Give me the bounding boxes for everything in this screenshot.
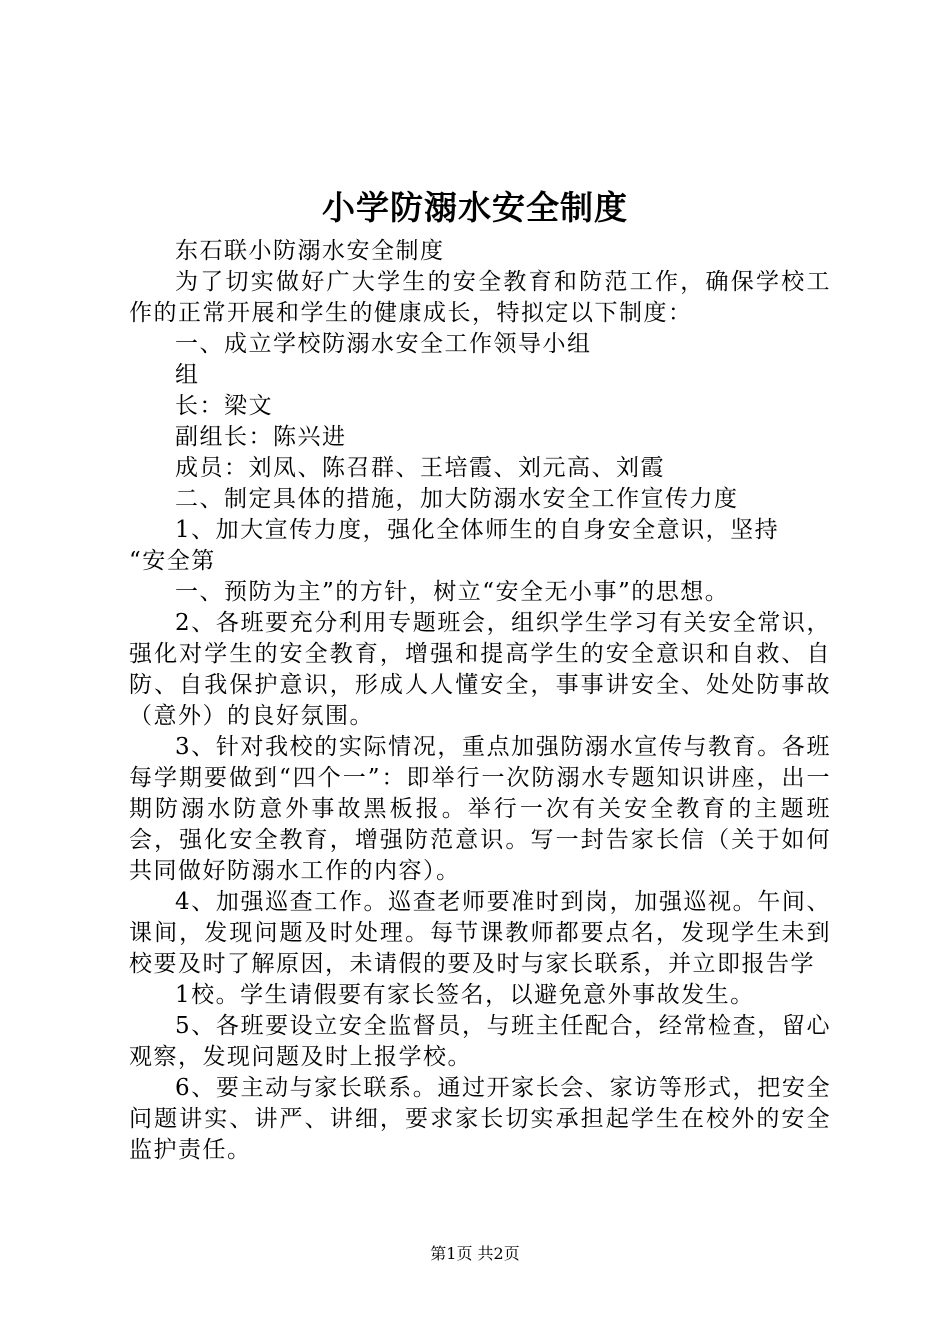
heading-section-1: 一、成立学校防溺水安全工作领导小组 <box>175 331 592 357</box>
paragraph-item-4: 4、加强巡查工作。巡查老师要准时到岗，加强巡视。午间、课间，发现问题及时处理。每节课教师都要点名，发现学生未到校要及时了解原因，未请假的要及时与家长联系，并立即报告学 <box>129 889 831 977</box>
heading-section-2: 二、制定具体的措施，加大防溺水安全工作宣传力度 <box>175 486 739 512</box>
paragraph-leader-part-2: 长：梁文 <box>175 393 273 419</box>
paragraph-item-1-part-1: 1、加大宣传力度，强化全体师生的自身安全意识，坚持 <box>175 517 780 543</box>
paragraph-leader-part-1: 组 <box>175 362 200 388</box>
paragraph-item-1-part-3: 一、预防为主”的方针，树立“安全无小事”的思想。 <box>175 579 730 605</box>
paragraph-subtitle: 东石联小防溺水安全制度 <box>175 238 445 264</box>
paragraph-members: 成员：刘凤、陈召群、王培霞、刘元高、刘霞 <box>175 455 665 481</box>
paragraph-item-5: 5、各班要设立安全监督员，与班主任配合，经常检查，留心观察，发现问题及时上报学校。 <box>129 1013 831 1070</box>
paragraph-item-2: 2、各班要充分利用专题班会，组织学生学习有关安全常识，强化对学生的安全教育，增强和提高学生的安全意识和自救、自防、自我保护意识，形成人人懂安全，事事讲安全、处处防事故（意外）的良好氛围。 <box>129 610 831 729</box>
paragraph-item-1-part-2: “安全第 <box>129 548 216 574</box>
document-body <box>129 236 831 1166</box>
document-title: 小学防溺水安全制度 <box>322 188 628 227</box>
paragraph-item-3: 3、针对我校的实际情况，重点加强防溺水宣传与教育。各班每学期要做到“四个一”：即举行一次防溺水专题知识讲座，出一期防溺水防意外事故黑板报。举行一次有关安全教育的主题班会，强化安全教育，增强防范意识。写一封告家长信（关于如何共同做好防溺水工作的内容）。 <box>129 734 831 884</box>
paragraph-item-6: 6、要主动与家长联系。通过开家长会、家访等形式，把安全问题讲实、讲严、讲细，要求家长切实承担起学生在校外的安全监护责任。 <box>129 1075 831 1163</box>
page-number-footer: 第1页 共2页 <box>430 1244 520 1263</box>
paragraph-item-4-continued: 1校。学生请假要有家长签名，以避免意外事故发生。 <box>175 982 755 1008</box>
paragraph-intro: 为了切实做好广大学生的安全教育和防范工作，确保学校工作的正常开展和学生的健康成长，特拟定以下制度： <box>129 269 831 326</box>
paragraph-deputy-leader: 副组长：陈兴进 <box>175 424 347 450</box>
